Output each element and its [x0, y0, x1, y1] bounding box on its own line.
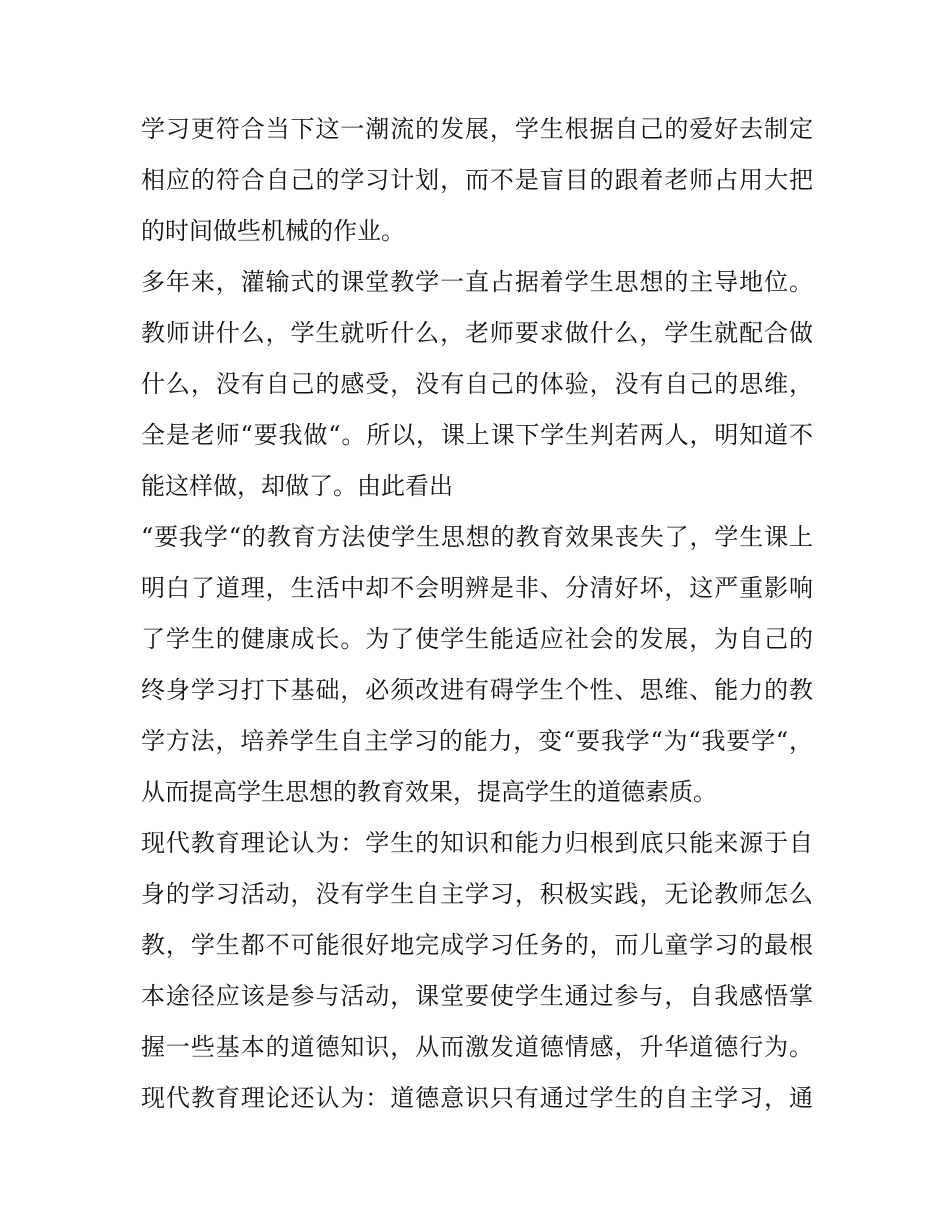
- text-line-8: 能这样做，却做了。由此看出: [141, 472, 453, 500]
- text-line-14: 从而提高学生思想的教育效果，提高学生的道德素质。: [141, 778, 717, 806]
- text-line-13: 学方法，培养学生自主学习的能力，变“要我学“为“我要学“，: [141, 727, 813, 755]
- text-line-15: 现代教育理论认为：学生的知识和能力归根到底只能来源于自: [141, 829, 813, 857]
- text-line-18: 本途径应该是参与活动，课堂要使学生通过参与，自我感悟掌: [141, 982, 813, 1010]
- text-line-12: 终身学习打下基础，必须改进有碍学生个性、思维、能力的教: [141, 676, 813, 704]
- text-line-10: 明白了道理，生活中却不会明辨是非、分清好坏，这严重影响: [141, 574, 813, 602]
- text-line-11: 了学生的健康成长。为了使学生能适应社会的发展，为自己的: [141, 625, 813, 653]
- text-line-2: 相应的符合自己的学习计划，而不是盲目的跟着老师占用大把: [141, 166, 813, 194]
- text-line-7: 全是老师“要我做“。所以，课上课下学生判若两人，明知道不: [141, 421, 813, 449]
- text-line-20: 现代教育理论还认为：道德意识只有通过学生的自主学习，通: [141, 1084, 813, 1112]
- text-line-1: 学习更符合当下这一潮流的发展，学生根据自己的爱好去制定: [141, 115, 813, 143]
- text-line-16: 身的学习活动，没有学生自主学习，积极实践，无论教师怎么: [141, 880, 813, 908]
- text-line-5: 教师讲什么，学生就听什么，老师要求做什么，学生就配合做: [141, 319, 813, 347]
- text-line-6: 什么，没有自己的感受，没有自己的体验，没有自己的思维，: [141, 370, 813, 398]
- document-page: [141, 104, 813, 1124]
- text-line-4: 多年来，灌输式的课堂教学一直占据着学生思想的主导地位。: [141, 268, 813, 296]
- text-line-9: “要我学“的教育方法使学生思想的教育效果丧失了，学生课上: [141, 523, 813, 551]
- text-line-3: 的时间做些机械的作业。: [141, 217, 405, 245]
- text-line-19: 握一些基本的道德知识，从而激发道德情感，升华道德行为。: [141, 1033, 813, 1061]
- text-line-17: 教，学生都不可能很好地完成学习任务的，而儿童学习的最根: [141, 931, 813, 959]
